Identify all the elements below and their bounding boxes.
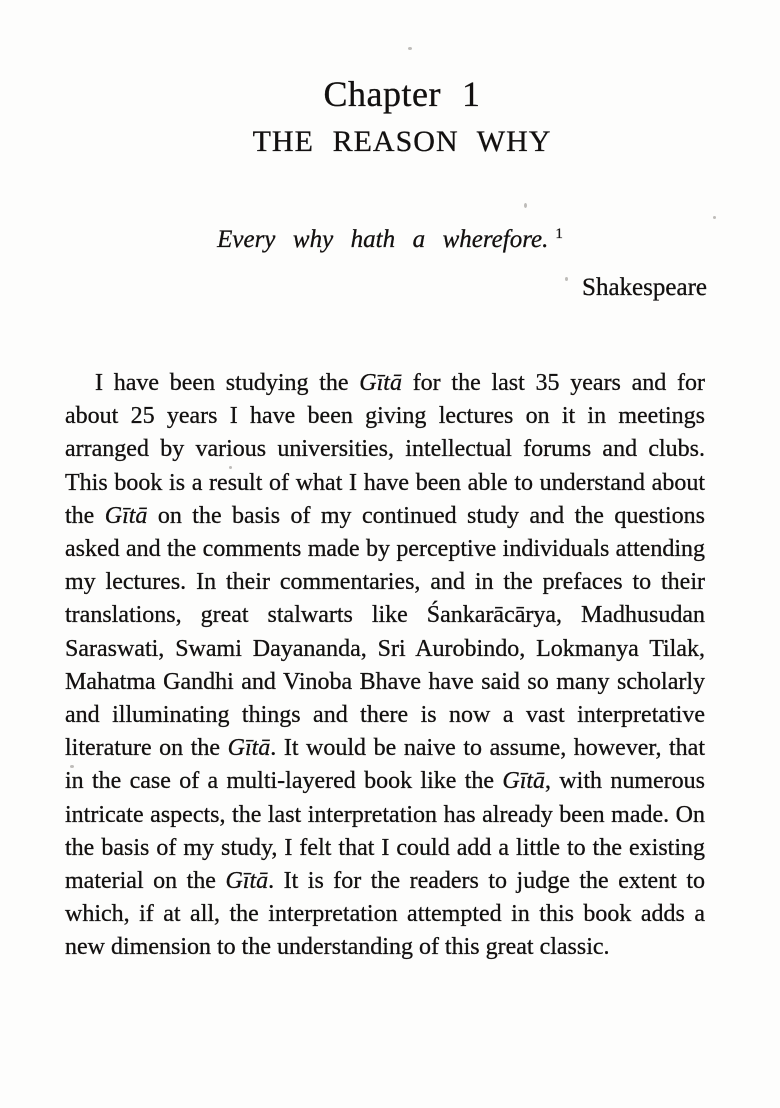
scan-speck [70,765,74,768]
chapter-number: Chapter 1 [323,74,481,114]
scan-speck [229,466,232,469]
epigraph [0,223,780,257]
scan-speck [408,47,412,50]
scan-speck [565,277,568,281]
epigraph-quote: Every why hath a wherefore. [217,226,549,253]
epigraph-attribution: Shakespeare [582,274,707,301]
chapter-title: THE REASON WHY [252,125,552,158]
body-paragraph: I have been studying the Gītā for the last 35 years and for about 25 years I have been giving lectures on it in meetings arranged by various universities, intellectual forums and clubs. This book is a result of what I have been able to understand about the Gītā on the basis of my continued study and the questions asked and the comments made by perceptive individuals attending my lectures. In their commentaries, and in the prefaces to their translations, great stalwarts like Śankarācārya, Madhusudan Saraswati, Swami Dayananda, Sri Aurobindo, Lokmanya Tilak, Mahatma Gandhi and Vinoba Bhave have said so many scholarly and illuminating things and there is now a vast interpretative literature on the Gītā. It would be naive to assume, however, that in the case of a multi-layered book like the Gītā, with numerous intricate aspects, the last interpretation has already been made. On the basis of my study, I felt that I could add a little to the existing material on the Gītā. It is for the readers to judge the extent to which, if at all, the interpretation attempted in this book adds a new dimension to the understanding of this great classic. [65,370,705,961]
footnote-marker: 1 [555,225,563,242]
scan-speck [713,216,716,219]
scan-speck [524,203,527,208]
